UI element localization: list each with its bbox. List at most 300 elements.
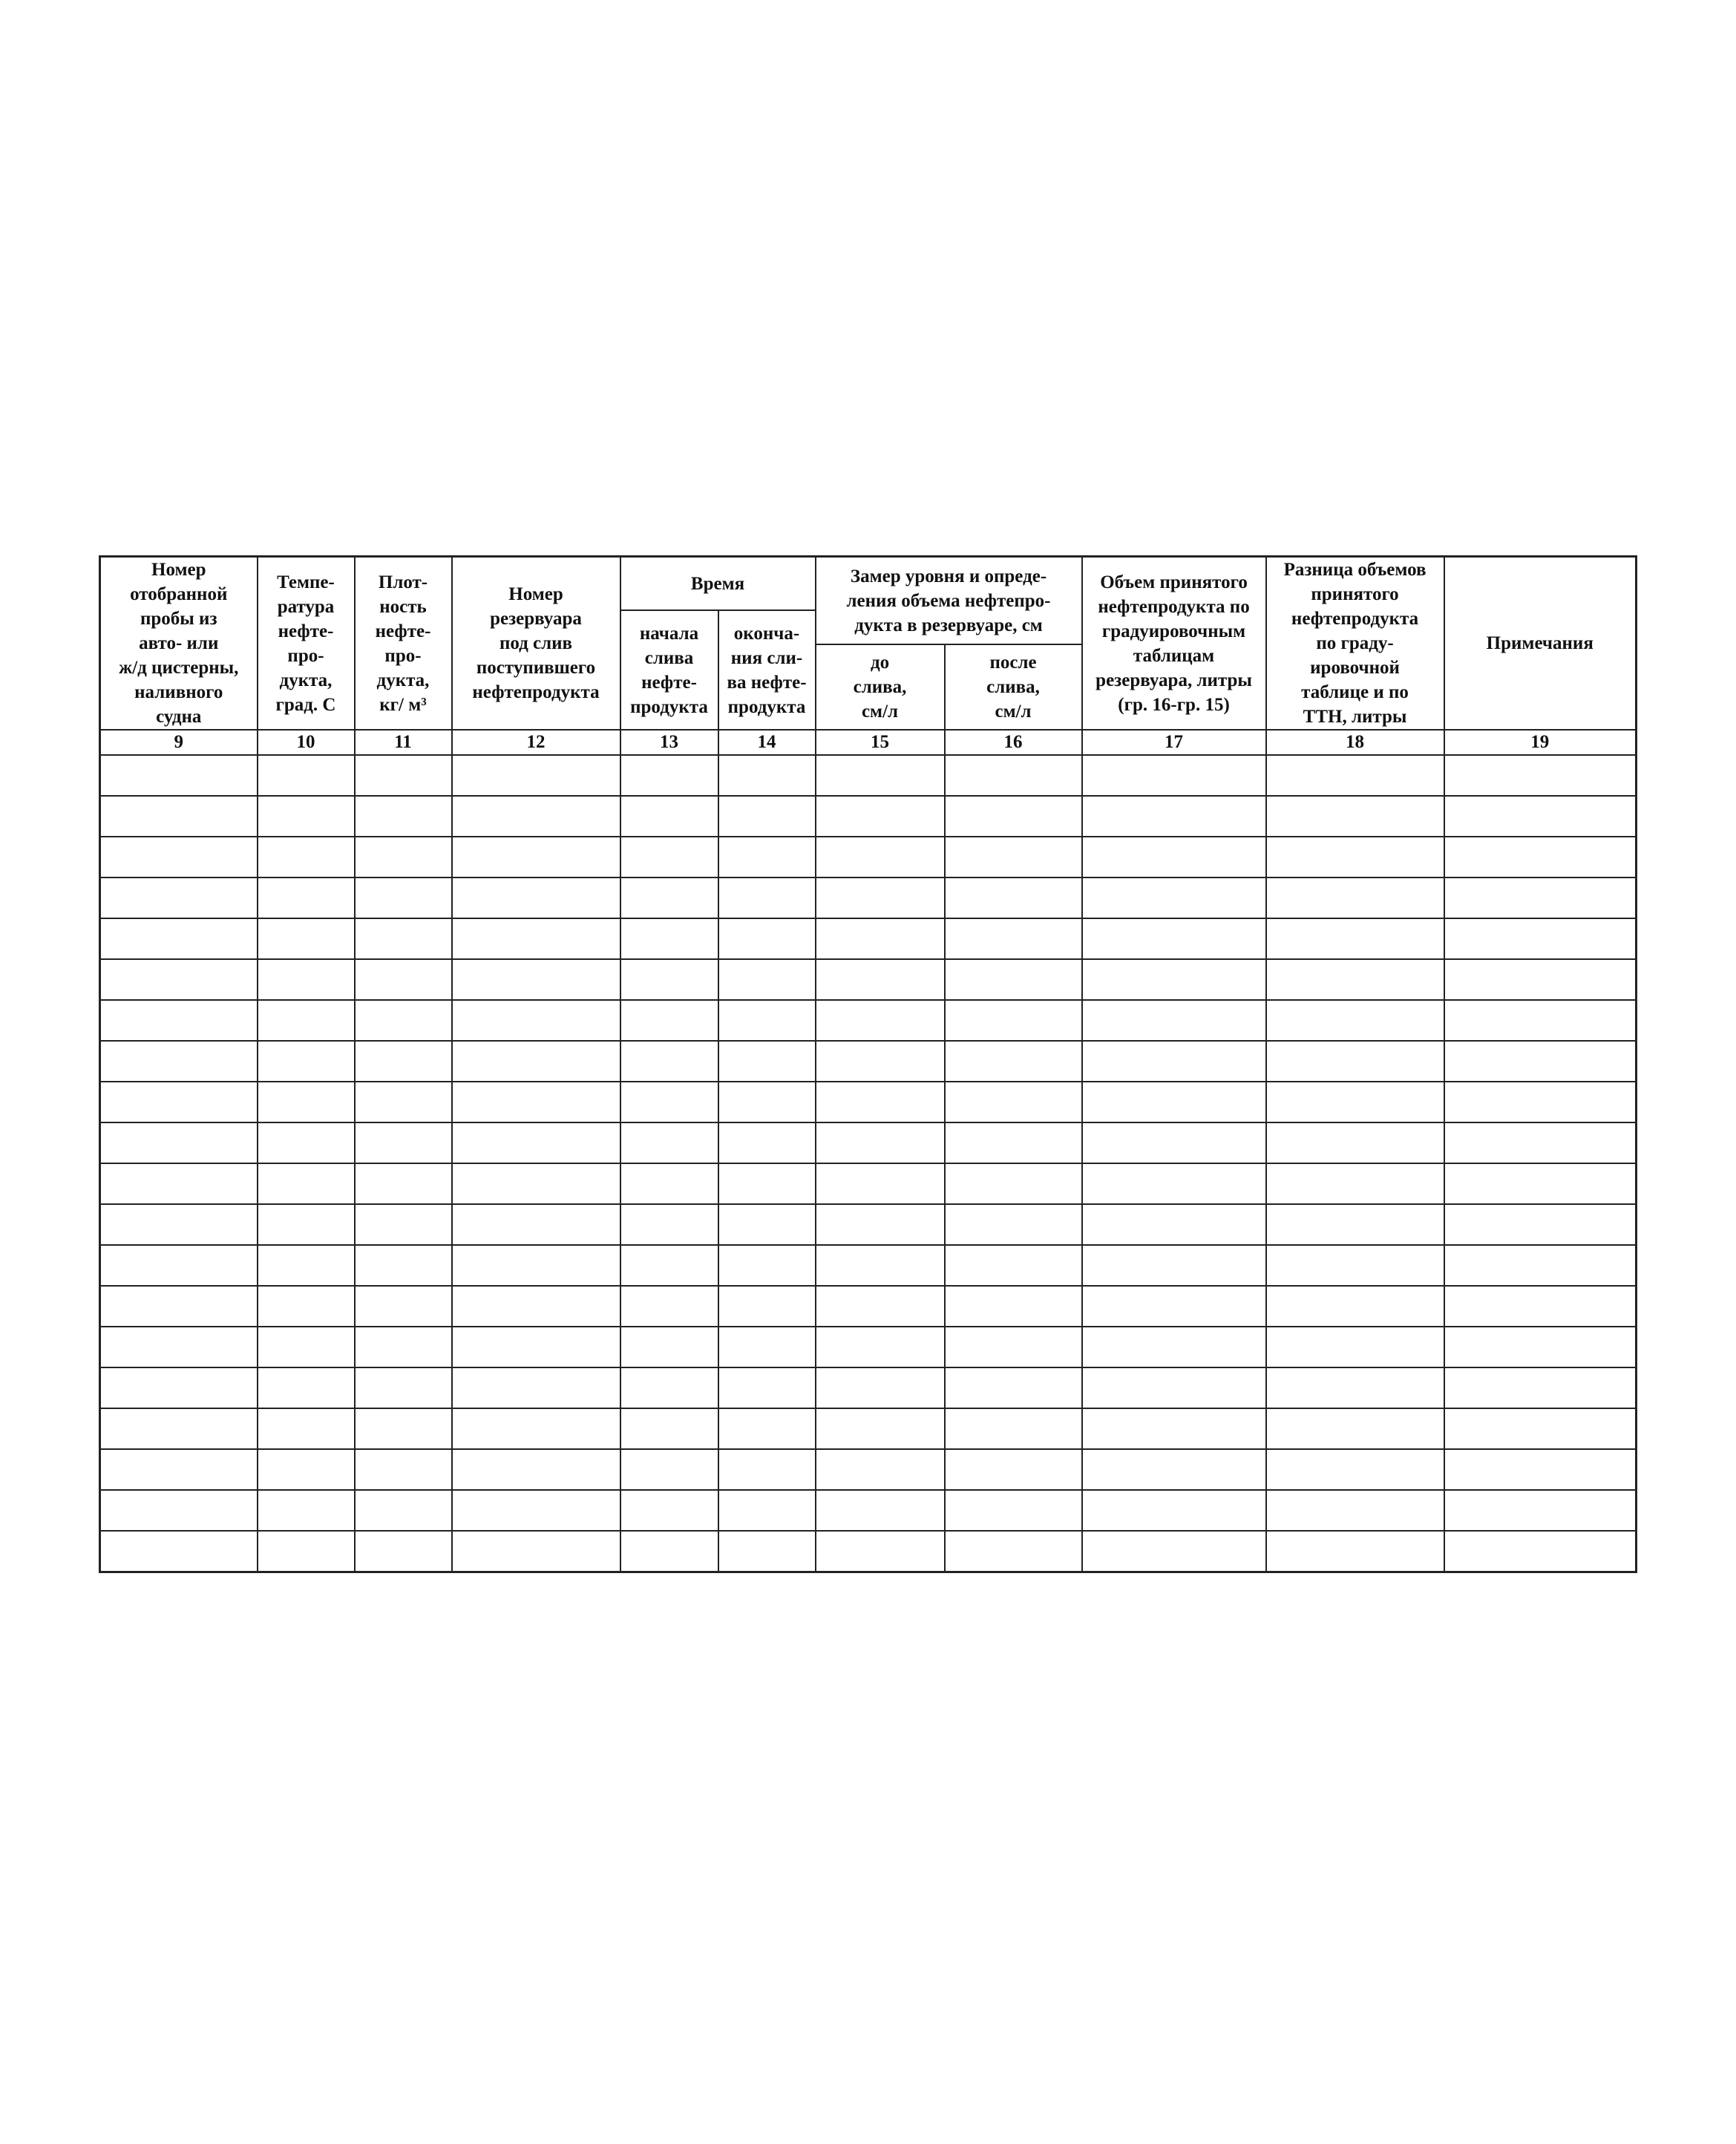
cell-input[interactable] xyxy=(356,1532,451,1571)
cell-input[interactable] xyxy=(258,1164,354,1203)
cell-input[interactable] xyxy=(621,1123,718,1163)
table-cell[interactable] xyxy=(355,796,452,837)
table-cell[interactable] xyxy=(100,1122,258,1163)
cell-input[interactable] xyxy=(1083,1164,1265,1203)
table-cell[interactable] xyxy=(355,1041,452,1082)
table-cell[interactable] xyxy=(945,837,1082,877)
cell-input[interactable] xyxy=(816,1082,944,1122)
cell-input[interactable] xyxy=(621,1164,718,1203)
table-cell[interactable] xyxy=(1266,1490,1444,1531)
cell-input[interactable] xyxy=(1267,960,1444,999)
table-cell[interactable] xyxy=(1444,755,1637,796)
table-cell[interactable] xyxy=(816,1000,945,1041)
cell-input[interactable] xyxy=(356,1409,451,1448)
cell-input[interactable] xyxy=(258,797,354,836)
cell-input[interactable] xyxy=(946,1123,1081,1163)
table-cell[interactable] xyxy=(355,1163,452,1204)
cell-input[interactable] xyxy=(1083,1042,1265,1081)
table-cell[interactable] xyxy=(100,1204,258,1245)
cell-input[interactable] xyxy=(1083,1532,1265,1571)
cell-input[interactable] xyxy=(356,1246,451,1285)
table-cell[interactable] xyxy=(1266,959,1444,1000)
cell-input[interactable] xyxy=(1267,1491,1444,1530)
table-cell[interactable] xyxy=(258,837,355,877)
cell-input[interactable] xyxy=(101,1491,257,1530)
cell-input[interactable] xyxy=(946,919,1081,958)
table-cell[interactable] xyxy=(355,1204,452,1245)
table-cell[interactable] xyxy=(1266,1041,1444,1082)
cell-input[interactable] xyxy=(1083,1205,1265,1244)
cell-input[interactable] xyxy=(946,1246,1081,1285)
cell-input[interactable] xyxy=(258,1450,354,1489)
cell-input[interactable] xyxy=(719,1042,815,1081)
cell-input[interactable] xyxy=(1083,1368,1265,1408)
table-cell[interactable] xyxy=(100,1286,258,1327)
table-cell[interactable] xyxy=(620,1163,718,1204)
cell-input[interactable] xyxy=(258,878,354,918)
cell-input[interactable] xyxy=(101,797,257,836)
cell-input[interactable] xyxy=(453,1532,620,1571)
cell-input[interactable] xyxy=(453,1082,620,1122)
cell-input[interactable] xyxy=(1445,878,1636,918)
table-cell[interactable] xyxy=(945,796,1082,837)
cell-input[interactable] xyxy=(1445,1327,1636,1367)
cell-input[interactable] xyxy=(719,878,815,918)
cell-input[interactable] xyxy=(1267,1123,1444,1163)
cell-input[interactable] xyxy=(1267,756,1444,795)
cell-input[interactable] xyxy=(719,837,815,877)
table-cell[interactable] xyxy=(945,1286,1082,1327)
cell-input[interactable] xyxy=(1445,1123,1636,1163)
cell-input[interactable] xyxy=(621,1327,718,1367)
table-cell[interactable] xyxy=(945,918,1082,959)
cell-input[interactable] xyxy=(1083,1327,1265,1367)
cell-input[interactable] xyxy=(946,1491,1081,1530)
table-cell[interactable] xyxy=(718,796,816,837)
table-cell[interactable] xyxy=(1082,1163,1266,1204)
table-cell[interactable] xyxy=(1444,1327,1637,1367)
cell-input[interactable] xyxy=(1267,1001,1444,1040)
table-cell[interactable] xyxy=(718,1449,816,1490)
table-cell[interactable] xyxy=(1082,1286,1266,1327)
cell-input[interactable] xyxy=(621,837,718,877)
cell-input[interactable] xyxy=(258,1327,354,1367)
table-cell[interactable] xyxy=(816,1286,945,1327)
table-cell[interactable] xyxy=(718,959,816,1000)
cell-input[interactable] xyxy=(1445,1246,1636,1285)
cell-input[interactable] xyxy=(258,1532,354,1571)
table-cell[interactable] xyxy=(100,755,258,796)
table-cell[interactable] xyxy=(452,877,620,918)
cell-input[interactable] xyxy=(816,1042,944,1081)
table-cell[interactable] xyxy=(620,877,718,918)
cell-input[interactable] xyxy=(1083,1123,1265,1163)
cell-input[interactable] xyxy=(621,1287,718,1326)
cell-input[interactable] xyxy=(1083,837,1265,877)
table-cell[interactable] xyxy=(1082,1449,1266,1490)
cell-input[interactable] xyxy=(719,1001,815,1040)
cell-input[interactable] xyxy=(621,756,718,795)
cell-input[interactable] xyxy=(258,756,354,795)
cell-input[interactable] xyxy=(101,1001,257,1040)
cell-input[interactable] xyxy=(946,837,1081,877)
cell-input[interactable] xyxy=(1267,1450,1444,1489)
table-cell[interactable] xyxy=(816,796,945,837)
cell-input[interactable] xyxy=(1267,1287,1444,1326)
table-cell[interactable] xyxy=(816,1367,945,1408)
cell-input[interactable] xyxy=(816,1123,944,1163)
table-cell[interactable] xyxy=(1444,1082,1637,1122)
table-cell[interactable] xyxy=(1444,1490,1637,1531)
cell-input[interactable] xyxy=(1267,837,1444,877)
cell-input[interactable] xyxy=(719,1205,815,1244)
cell-input[interactable] xyxy=(816,1368,944,1408)
cell-input[interactable] xyxy=(453,878,620,918)
table-cell[interactable] xyxy=(718,1408,816,1449)
cell-input[interactable] xyxy=(816,1001,944,1040)
table-cell[interactable] xyxy=(620,1000,718,1041)
cell-input[interactable] xyxy=(258,1491,354,1530)
table-cell[interactable] xyxy=(620,1408,718,1449)
table-cell[interactable] xyxy=(945,1041,1082,1082)
table-cell[interactable] xyxy=(452,1041,620,1082)
cell-input[interactable] xyxy=(816,797,944,836)
table-cell[interactable] xyxy=(1444,1408,1637,1449)
table-cell[interactable] xyxy=(452,1204,620,1245)
cell-input[interactable] xyxy=(1267,1327,1444,1367)
table-cell[interactable] xyxy=(816,1041,945,1082)
cell-input[interactable] xyxy=(356,1368,451,1408)
cell-input[interactable] xyxy=(1267,1164,1444,1203)
cell-input[interactable] xyxy=(1445,837,1636,877)
table-cell[interactable] xyxy=(718,1531,816,1572)
cell-input[interactable] xyxy=(101,1532,257,1571)
table-cell[interactable] xyxy=(620,1449,718,1490)
cell-input[interactable] xyxy=(1083,1287,1265,1326)
table-cell[interactable] xyxy=(1266,796,1444,837)
table-cell[interactable] xyxy=(100,1490,258,1531)
cell-input[interactable] xyxy=(1445,1287,1636,1326)
cell-input[interactable] xyxy=(101,756,257,795)
cell-input[interactable] xyxy=(621,797,718,836)
table-cell[interactable] xyxy=(816,1122,945,1163)
cell-input[interactable] xyxy=(258,960,354,999)
cell-input[interactable] xyxy=(621,1042,718,1081)
cell-input[interactable] xyxy=(719,1123,815,1163)
table-cell[interactable] xyxy=(945,1490,1082,1531)
table-cell[interactable] xyxy=(718,1286,816,1327)
table-cell[interactable] xyxy=(452,1245,620,1286)
table-cell[interactable] xyxy=(945,1408,1082,1449)
table-cell[interactable] xyxy=(816,877,945,918)
cell-input[interactable] xyxy=(946,1450,1081,1489)
table-cell[interactable] xyxy=(1444,1204,1637,1245)
table-cell[interactable] xyxy=(945,755,1082,796)
cell-input[interactable] xyxy=(946,1205,1081,1244)
table-cell[interactable] xyxy=(355,1082,452,1122)
cell-input[interactable] xyxy=(258,1123,354,1163)
cell-input[interactable] xyxy=(719,960,815,999)
table-cell[interactable] xyxy=(945,1531,1082,1572)
table-cell[interactable] xyxy=(1266,755,1444,796)
table-cell[interactable] xyxy=(355,918,452,959)
table-cell[interactable] xyxy=(452,1490,620,1531)
table-cell[interactable] xyxy=(1266,1449,1444,1490)
cell-input[interactable] xyxy=(946,1327,1081,1367)
cell-input[interactable] xyxy=(258,919,354,958)
table-cell[interactable] xyxy=(1082,1327,1266,1367)
cell-input[interactable] xyxy=(719,1532,815,1571)
cell-input[interactable] xyxy=(101,1123,257,1163)
cell-input[interactable] xyxy=(719,1491,815,1530)
table-cell[interactable] xyxy=(620,959,718,1000)
table-cell[interactable] xyxy=(816,1163,945,1204)
cell-input[interactable] xyxy=(1267,1082,1444,1122)
cell-input[interactable] xyxy=(356,960,451,999)
table-cell[interactable] xyxy=(452,796,620,837)
table-cell[interactable] xyxy=(816,959,945,1000)
cell-input[interactable] xyxy=(258,1368,354,1408)
table-cell[interactable] xyxy=(816,1408,945,1449)
cell-input[interactable] xyxy=(816,1491,944,1530)
table-cell[interactable] xyxy=(100,796,258,837)
table-cell[interactable] xyxy=(620,837,718,877)
cell-input[interactable] xyxy=(719,1082,815,1122)
cell-input[interactable] xyxy=(1267,919,1444,958)
cell-input[interactable] xyxy=(816,837,944,877)
table-cell[interactable] xyxy=(620,1327,718,1367)
cell-input[interactable] xyxy=(453,797,620,836)
table-cell[interactable] xyxy=(1082,1204,1266,1245)
cell-input[interactable] xyxy=(356,1082,451,1122)
table-cell[interactable] xyxy=(1082,1041,1266,1082)
cell-input[interactable] xyxy=(101,919,257,958)
cell-input[interactable] xyxy=(621,878,718,918)
table-cell[interactable] xyxy=(258,1531,355,1572)
cell-input[interactable] xyxy=(621,1082,718,1122)
cell-input[interactable] xyxy=(258,1205,354,1244)
table-cell[interactable] xyxy=(1266,1000,1444,1041)
cell-input[interactable] xyxy=(101,960,257,999)
cell-input[interactable] xyxy=(719,1450,815,1489)
table-cell[interactable] xyxy=(620,1367,718,1408)
cell-input[interactable] xyxy=(946,1042,1081,1081)
table-cell[interactable] xyxy=(1266,1531,1444,1572)
cell-input[interactable] xyxy=(946,1001,1081,1040)
cell-input[interactable] xyxy=(453,1327,620,1367)
table-cell[interactable] xyxy=(620,1286,718,1327)
table-cell[interactable] xyxy=(718,1204,816,1245)
table-cell[interactable] xyxy=(816,1245,945,1286)
table-cell[interactable] xyxy=(1082,755,1266,796)
table-cell[interactable] xyxy=(258,755,355,796)
cell-input[interactable] xyxy=(621,1205,718,1244)
table-cell[interactable] xyxy=(452,1408,620,1449)
table-cell[interactable] xyxy=(100,1000,258,1041)
table-cell[interactable] xyxy=(1444,1122,1637,1163)
cell-input[interactable] xyxy=(1083,797,1265,836)
cell-input[interactable] xyxy=(1267,1042,1444,1081)
table-cell[interactable] xyxy=(1266,1163,1444,1204)
cell-input[interactable] xyxy=(946,960,1081,999)
table-cell[interactable] xyxy=(816,755,945,796)
cell-input[interactable] xyxy=(356,837,451,877)
cell-input[interactable] xyxy=(1083,919,1265,958)
cell-input[interactable] xyxy=(621,1450,718,1489)
cell-input[interactable] xyxy=(1083,756,1265,795)
table-cell[interactable] xyxy=(1266,1327,1444,1367)
table-cell[interactable] xyxy=(258,959,355,1000)
table-cell[interactable] xyxy=(452,1286,620,1327)
table-cell[interactable] xyxy=(355,1286,452,1327)
cell-input[interactable] xyxy=(719,1246,815,1285)
table-cell[interactable] xyxy=(1444,918,1637,959)
table-cell[interactable] xyxy=(945,1204,1082,1245)
table-cell[interactable] xyxy=(258,796,355,837)
table-cell[interactable] xyxy=(258,1163,355,1204)
cell-input[interactable] xyxy=(946,1287,1081,1326)
table-cell[interactable] xyxy=(1082,918,1266,959)
table-cell[interactable] xyxy=(452,1449,620,1490)
cell-input[interactable] xyxy=(719,1287,815,1326)
table-cell[interactable] xyxy=(620,755,718,796)
cell-input[interactable] xyxy=(101,1164,257,1203)
table-cell[interactable] xyxy=(1266,1245,1444,1286)
cell-input[interactable] xyxy=(453,1409,620,1448)
table-cell[interactable] xyxy=(1444,796,1637,837)
cell-input[interactable] xyxy=(101,1205,257,1244)
cell-input[interactable] xyxy=(719,1327,815,1367)
cell-input[interactable] xyxy=(719,1368,815,1408)
cell-input[interactable] xyxy=(816,1409,944,1448)
cell-input[interactable] xyxy=(101,1082,257,1122)
table-cell[interactable] xyxy=(1444,1041,1637,1082)
cell-input[interactable] xyxy=(1083,960,1265,999)
table-cell[interactable] xyxy=(718,1490,816,1531)
cell-input[interactable] xyxy=(1445,919,1636,958)
table-cell[interactable] xyxy=(1444,1449,1637,1490)
cell-input[interactable] xyxy=(621,1491,718,1530)
table-cell[interactable] xyxy=(1266,1082,1444,1122)
cell-input[interactable] xyxy=(258,1409,354,1448)
table-cell[interactable] xyxy=(355,1000,452,1041)
cell-input[interactable] xyxy=(816,1164,944,1203)
table-cell[interactable] xyxy=(258,1041,355,1082)
table-cell[interactable] xyxy=(1266,1408,1444,1449)
cell-input[interactable] xyxy=(946,756,1081,795)
cell-input[interactable] xyxy=(816,1205,944,1244)
cell-input[interactable] xyxy=(356,1287,451,1326)
table-cell[interactable] xyxy=(718,837,816,877)
cell-input[interactable] xyxy=(1445,1368,1636,1408)
table-cell[interactable] xyxy=(945,1122,1082,1163)
cell-input[interactable] xyxy=(621,1246,718,1285)
cell-input[interactable] xyxy=(1445,1409,1636,1448)
cell-input[interactable] xyxy=(719,756,815,795)
table-cell[interactable] xyxy=(1444,1163,1637,1204)
table-cell[interactable] xyxy=(945,877,1082,918)
cell-input[interactable] xyxy=(1267,1205,1444,1244)
table-cell[interactable] xyxy=(620,1531,718,1572)
table-cell[interactable] xyxy=(452,959,620,1000)
cell-input[interactable] xyxy=(101,1368,257,1408)
table-cell[interactable] xyxy=(1444,877,1637,918)
table-cell[interactable] xyxy=(1266,918,1444,959)
table-cell[interactable] xyxy=(1444,837,1637,877)
cell-input[interactable] xyxy=(1445,1164,1636,1203)
cell-input[interactable] xyxy=(816,1287,944,1326)
cell-input[interactable] xyxy=(101,1409,257,1448)
table-cell[interactable] xyxy=(355,1531,452,1572)
cell-input[interactable] xyxy=(356,878,451,918)
cell-input[interactable] xyxy=(946,878,1081,918)
cell-input[interactable] xyxy=(258,1246,354,1285)
cell-input[interactable] xyxy=(621,919,718,958)
table-cell[interactable] xyxy=(1444,1245,1637,1286)
table-cell[interactable] xyxy=(816,1204,945,1245)
table-cell[interactable] xyxy=(945,1000,1082,1041)
table-cell[interactable] xyxy=(258,1327,355,1367)
cell-input[interactable] xyxy=(621,960,718,999)
table-cell[interactable] xyxy=(945,1367,1082,1408)
table-cell[interactable] xyxy=(1266,1367,1444,1408)
table-cell[interactable] xyxy=(100,1082,258,1122)
cell-input[interactable] xyxy=(946,797,1081,836)
cell-input[interactable] xyxy=(946,1532,1081,1571)
cell-input[interactable] xyxy=(946,1082,1081,1122)
cell-input[interactable] xyxy=(453,837,620,877)
cell-input[interactable] xyxy=(1083,1491,1265,1530)
table-cell[interactable] xyxy=(718,1041,816,1082)
cell-input[interactable] xyxy=(1083,1450,1265,1489)
table-cell[interactable] xyxy=(816,837,945,877)
table-cell[interactable] xyxy=(355,1327,452,1367)
cell-input[interactable] xyxy=(621,1368,718,1408)
table-cell[interactable] xyxy=(258,877,355,918)
cell-input[interactable] xyxy=(453,1491,620,1530)
cell-input[interactable] xyxy=(946,1164,1081,1203)
table-cell[interactable] xyxy=(355,837,452,877)
table-cell[interactable] xyxy=(1082,1000,1266,1041)
cell-input[interactable] xyxy=(101,1246,257,1285)
table-cell[interactable] xyxy=(1082,877,1266,918)
table-cell[interactable] xyxy=(1444,1286,1637,1327)
cell-input[interactable] xyxy=(356,1205,451,1244)
cell-input[interactable] xyxy=(1445,960,1636,999)
table-cell[interactable] xyxy=(816,1490,945,1531)
cell-input[interactable] xyxy=(356,797,451,836)
table-cell[interactable] xyxy=(620,918,718,959)
table-cell[interactable] xyxy=(945,1082,1082,1122)
table-cell[interactable] xyxy=(816,1449,945,1490)
cell-input[interactable] xyxy=(1267,797,1444,836)
cell-input[interactable] xyxy=(1267,1409,1444,1448)
table-cell[interactable] xyxy=(100,918,258,959)
cell-input[interactable] xyxy=(356,1042,451,1081)
table-cell[interactable] xyxy=(1266,837,1444,877)
table-cell[interactable] xyxy=(100,1367,258,1408)
table-cell[interactable] xyxy=(1082,796,1266,837)
table-cell[interactable] xyxy=(620,1122,718,1163)
table-cell[interactable] xyxy=(100,1531,258,1572)
table-cell[interactable] xyxy=(100,959,258,1000)
cell-input[interactable] xyxy=(1445,1205,1636,1244)
table-cell[interactable] xyxy=(355,1122,452,1163)
table-cell[interactable] xyxy=(718,1163,816,1204)
cell-input[interactable] xyxy=(1267,878,1444,918)
cell-input[interactable] xyxy=(1445,797,1636,836)
cell-input[interactable] xyxy=(1083,878,1265,918)
